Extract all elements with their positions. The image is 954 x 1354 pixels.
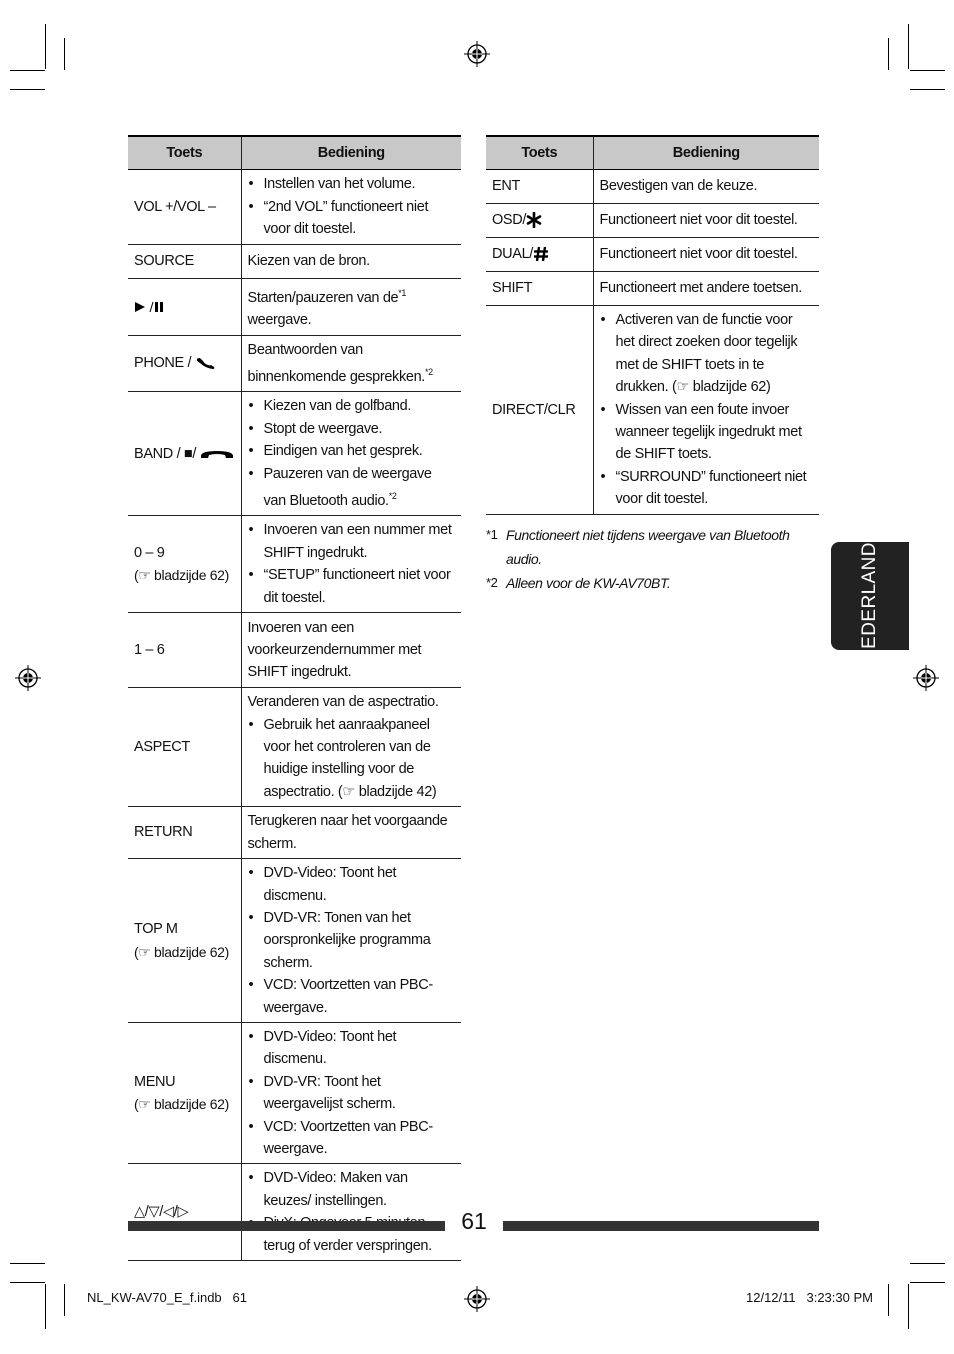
- crop-mark: [910, 1263, 945, 1264]
- header-operation: Bediening: [241, 136, 461, 170]
- row-operation: Functioneert niet voor dit toestel.: [593, 204, 819, 238]
- crop-mark: [888, 1284, 889, 1316]
- list-item: • “2nd VOL” functioneert niet voor dit toestel.: [264, 196, 456, 241]
- page-reference: (☞ bladzijde 62): [134, 943, 229, 960]
- crop-mark: [910, 89, 945, 90]
- list-item: • DVD-VR: Toont het weergavelijst scherm.: [264, 1071, 456, 1116]
- registration-mark-icon: [464, 1286, 490, 1312]
- row-operation: [241, 516, 461, 613]
- list-item: • Pauzeren van de weergave van Bluetooth audio.$^{*2}$: [264, 463, 456, 513]
- row-key: △/▽/◁/▷: [128, 1164, 241, 1261]
- row-key: VOL +/VOL –: [128, 170, 241, 245]
- table-row: [128, 613, 461, 688]
- footnote-text: Alleen voor de KW-AV70BT.: [506, 575, 671, 591]
- row-key: DIRECT/CLR: [486, 306, 593, 515]
- slug-file: NL_KW-AV70_E_f.indb 61: [87, 1290, 247, 1305]
- row-key: ENT: [486, 170, 593, 204]
- language-tab-label: NEDERLANDS: [859, 529, 880, 663]
- row-key: OSD/: [486, 204, 593, 238]
- table-row: [128, 688, 461, 807]
- row-operation: [241, 1164, 461, 1261]
- row-operation: Veranderen van de aspectratio. • Gebruik het aanraakpaneel voor het controleren van de huidige instelling voor de aspectratio. (☞ bladzijde 42): [241, 688, 461, 807]
- crop-mark: [10, 1282, 45, 1283]
- page-number: 61: [461, 1208, 487, 1234]
- table-row: [128, 279, 461, 336]
- table-row: [486, 170, 819, 204]
- list-item: • Gebruik het aanraakpaneel voor het controleren van de huidige instelling voor de aspectratio. (☞ bladzijde 42): [264, 714, 456, 804]
- row-key: SHIFT: [486, 272, 593, 306]
- row-operation: [241, 1023, 461, 1164]
- crop-mark: [910, 70, 945, 71]
- table-row: [486, 204, 819, 238]
- list-item: • Eindigen van het gesprek.: [264, 440, 456, 462]
- registration-mark-icon: [464, 41, 490, 67]
- phone-hangup-icon: [200, 446, 234, 462]
- footnote-mark: *1: [486, 527, 498, 542]
- play-pause-icon: [134, 299, 164, 315]
- row-key: RETURN: [128, 807, 241, 859]
- row-key: TOP M (☞ bladzijde 62): [128, 859, 241, 1023]
- row-operation: Functioneert met andere toetsen.: [593, 272, 819, 306]
- row-key: 1 – 6: [128, 613, 241, 688]
- list-item: • Instellen van het volume.: [264, 173, 456, 195]
- row-operation: [593, 306, 819, 515]
- row-operation: [241, 859, 461, 1023]
- row-operation: Terugkeren naar het voorgaande scherm.: [241, 807, 461, 859]
- crop-mark: [64, 38, 65, 70]
- row-operation: [241, 392, 461, 516]
- table-row: [128, 1023, 461, 1164]
- list-item: • Invoeren van een nummer met SHIFT ingedrukt.: [264, 519, 456, 564]
- list-item: • terug of verder verspringen.: [264, 1212, 456, 1257]
- registration-mark-icon: [15, 665, 41, 691]
- row-key: [128, 279, 241, 336]
- list-item: • “SETUP” functioneert niet voor dit toestel.: [264, 564, 456, 609]
- crop-mark: [908, 1284, 909, 1329]
- header-key: Toets: [486, 136, 593, 170]
- list-item: • DVD-Video: Toont het discmenu.: [264, 1026, 456, 1071]
- asterisk-icon: [526, 212, 542, 228]
- crop-mark: [888, 38, 889, 70]
- header-operation: Bediening: [593, 136, 819, 170]
- left-table: [128, 135, 461, 1261]
- row-operation: Starten/pauzeren van $de^{*1}$ weergave.: [241, 279, 461, 336]
- table-header: [486, 136, 819, 170]
- footnote: [486, 523, 806, 571]
- list-item: • Kiezen van de golfband.: [264, 395, 456, 417]
- footnote-mark: *2: [486, 575, 498, 590]
- list-item: • DVD-Video: Maken van keuzes/ instellingen.: [264, 1167, 456, 1212]
- crop-mark: [10, 89, 45, 90]
- crop-mark: [45, 1284, 46, 1329]
- language-tab: [831, 529, 909, 663]
- table-row: [486, 238, 819, 272]
- crop-mark: [64, 1284, 65, 1316]
- crop-mark: [10, 1263, 45, 1264]
- slug-datetime: 12/12/11 3:23:30 PM: [746, 1290, 873, 1305]
- hash-icon: [533, 246, 549, 262]
- row-operation: Functioneert niet voor dit toestel.: [593, 238, 819, 272]
- row-operation: [241, 170, 461, 245]
- list-item: • Wissen van een foute invoer wanneer tegelijk ingedrukt met de SHIFT toets.: [616, 399, 814, 466]
- table-row: [128, 170, 461, 245]
- list-item: • VCD: Voortzetten van PBC-weergave.: [264, 974, 456, 1019]
- row-key: ASPECT: [128, 688, 241, 807]
- table-row: [128, 335, 461, 392]
- row-key: MENU (☞ bladzijde 62): [128, 1023, 241, 1164]
- row-key: BAND / ■/: [128, 392, 241, 516]
- page-bar-left: [128, 1221, 445, 1231]
- crop-mark: [45, 24, 46, 69]
- crop-mark: [10, 70, 45, 71]
- row-operation: Beantwoorden van binnenkomende gesprekken.$^{*2}$: [241, 335, 461, 392]
- footnote-text: Functioneert niet tijdens weergave van Bluetooth audio.: [506, 527, 790, 567]
- page-bar-right: [503, 1221, 819, 1231]
- row-key: PHONE /: [128, 335, 241, 392]
- table-row: [128, 807, 461, 859]
- row-key: 0 – 9 (☞ bladzijde 62): [128, 516, 241, 613]
- list-item: • DVD-Video: Toont het discmenu.: [264, 862, 456, 907]
- row-key: DUAL/: [486, 238, 593, 272]
- table-row: [128, 392, 461, 516]
- footnote-ref: *2: [424, 367, 433, 378]
- table-row: [486, 272, 819, 306]
- table-row: [128, 1164, 461, 1261]
- table-row: [128, 516, 461, 613]
- phone-answer-icon: [195, 355, 217, 371]
- header-key: Toets: [128, 136, 241, 170]
- crop-mark: [910, 1282, 945, 1283]
- registration-mark-icon: [913, 665, 939, 691]
- table-row: [128, 859, 461, 1023]
- table-header: [128, 136, 461, 170]
- list-item: • VCD: Voortzetten van PBC-weergave.: [264, 1116, 456, 1161]
- right-table: [486, 135, 819, 515]
- crop-mark: [908, 24, 909, 69]
- row-operation: Invoeren van een voorkeurzendernummer met SHIFT ingedrukt.: [241, 613, 461, 688]
- list-item: • DVD-VR: Tonen van het oorspronkelijke programma scherm.: [264, 907, 456, 974]
- row-operation: Bevestigen van de keuze.: [593, 170, 819, 204]
- page-reference: (☞ bladzijde 62): [134, 567, 229, 584]
- row-key: SOURCE: [128, 245, 241, 279]
- page-reference: (☞ bladzijde 62): [134, 1096, 229, 1113]
- table-row: [128, 245, 461, 279]
- list-item: • “SURROUND” functioneert niet voor dit toestel.: [616, 466, 814, 511]
- footnote-ref: *2: [388, 490, 397, 501]
- list-item: • Activeren van de functie voor het direct zoeken door tegelijk met de SHIFT toets in te drukken. (☞ bladzijde 62): [616, 309, 814, 399]
- row-operation: Kiezen van de bron.: [241, 245, 461, 279]
- footnote-ref: *1: [398, 288, 407, 298]
- footnote: [486, 571, 806, 595]
- list-item: • Stopt de weergave.: [264, 418, 456, 440]
- table-row: [486, 306, 819, 515]
